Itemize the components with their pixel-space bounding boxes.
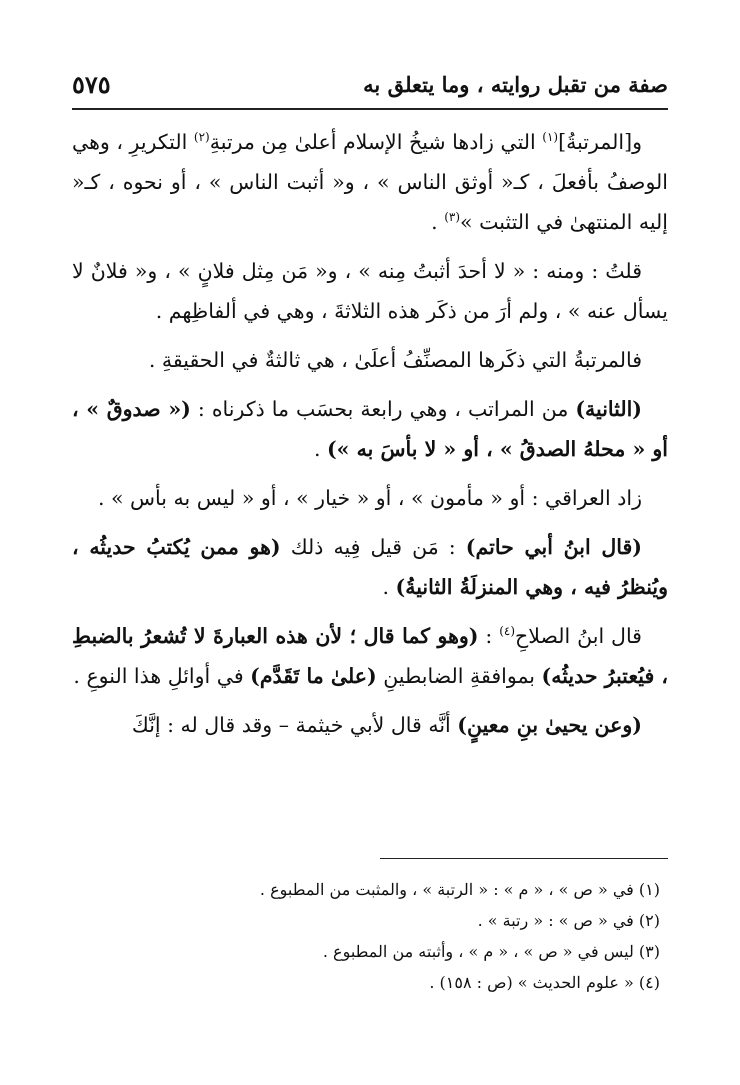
footnote-2: (٢) في « ص » : « رتبة » .: [477, 911, 660, 930]
footnote-3: (٣) ليس في « ص » ، « م » ، وأثبته من المطبوع .: [322, 942, 660, 961]
footnote-ref-1: (١): [542, 130, 559, 145]
matn-text: (هو ممن يُكتبُ حديثُه ، ويُنظرُ فيه ، وهي المنزلَةُ الثانيةُ): [72, 535, 668, 599]
paragraph-1: و[المرتبةُ]$^{(١)}$ التي زادها شيخُ الإسلام أعلىٰ مِن مرتبةِ$^{(٢)}$ التكريرِ ، وهي الوصفُ بأفعلَ ، كـ« أوثق الناس » ، و« أثبت الناس » ، أو نحوه ، كـ« إليه المنتهىٰ في التثبت »$^{(٣)}$ .: [72, 130, 668, 234]
paragraph-8: (وعن يحيىٰ بنِ معينٍ) أنَّه قال لأبي خيثمة – وقد قال له : إنَّكَ: [131, 713, 642, 737]
footnote-4: (٤) « علوم الحديث » (ص : ١٥٨) .: [429, 973, 660, 992]
footnote-ref-4: (٤): [499, 624, 516, 639]
paragraph-2: قلتُ : ومنه : « لا أحدَ أثبتُ مِنه » ، و« مَن مِثل فلانٍ » ، و« فلانٌ لا يسأل عنه » ، ولم أرَ من ذكَر هذه الثلاثةَ ، وهي في ألفاظِهم .: [72, 259, 668, 323]
footnotes: [72, 874, 668, 998]
matn-text: (الثانية): [575, 397, 642, 421]
paragraph-7: قال ابنُ الصلاحِ$^{(٤)}$ : (وهو كما قال ؛ لأن هذه العبارةَ لا تُشعرُ بالضبطِ ، فيُعتبرُ حديثُه) بموافقةِ الضابطينِ (علىٰ ما تَقَدَّم) في أوائلِ هذا النوعِ .: [72, 624, 668, 688]
footnote-ref-3: (٣): [444, 210, 461, 225]
page-number: ٥٧٥: [72, 69, 111, 99]
paragraph-3: فالمرتبةُ التي ذكَرها المصنِّفُ أعلَىٰ ، هي ثالثةٌ في الحقيقةِ .: [148, 348, 642, 372]
paragraph-6: (قال ابنُ أبي حاتم) : مَن قيل فِيه ذلك (هو ممن يُكتبُ حديثُه ، ويُنظرُ فيه ، وهي المنزلَةُ الثانيةُ) .: [72, 535, 668, 599]
paragraph-5: زاد العراقي : أو « مأمون » ، أو « خيار » ، أو « ليس به بأس » .: [97, 486, 642, 510]
main-text: [72, 122, 668, 754]
footnote-1: (١) في « ص » ، « م » : « الرتبة » ، والمثبت من المطبوع .: [259, 880, 660, 899]
matn-text: (قال ابنُ أبي حاتم): [465, 535, 642, 559]
footnote-ref-2: (٢): [193, 130, 210, 145]
running-title: صفة من تقبل روايته ، وما يتعلق به: [363, 71, 668, 97]
matn-text: (علىٰ ما تَقَدَّم): [250, 664, 377, 688]
matn-text: (وهو كما قال ؛ لأن هذه العبارةَ لا تُشعرُ بالضبطِ ، فيُعتبرُ حديثُه): [72, 624, 668, 688]
footnote-separator: [380, 858, 668, 859]
page-header: [72, 60, 668, 110]
matn-text: (« صدوقٌ » ، أو « محلهُ الصدقُ » ، أو « لا بأسَ به »): [72, 397, 668, 461]
matn-text: (وعن يحيىٰ بنِ معينٍ): [457, 713, 642, 737]
paragraph-4: (الثانية) من المراتب ، وهي رابعة بحسَب ما ذكرناه : (« صدوقٌ » ، أو « محلهُ الصدقُ » ، أو « لا بأسَ به ») .: [72, 397, 668, 461]
